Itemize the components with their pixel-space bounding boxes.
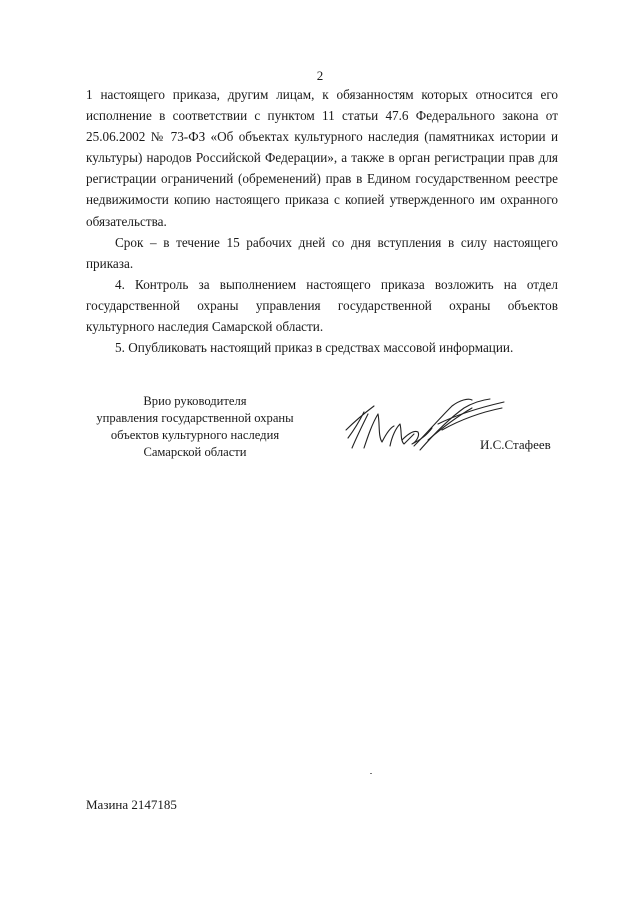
paragraph-item-4: 4. Контроль за выполнением настоящего приказа возложить на отдел государственной охраны управления государственной охраны объектов культурного наследия Самарской области. (86, 276, 558, 335)
signer-name: И.С.Стафеев (480, 437, 551, 452)
scan-dot (370, 773, 372, 774)
paragraph-continuation: 1 настоящего приказа, другим лицам, к обязанностям которых относится его исполнение в соответствии с пунктом 11 статьи 47.6 Федерального закона от 25.06.2002 № 73-ФЗ «Об объектах культурного наследия (памятниках истории и культуры) народов Российской Федерации», а также в орган регистрации прав для регистрации ограничений (обременений) прав в Едином государственном реестре недвижимости копию настоящего приказа с копией утвержденного им охранного обязательства. (86, 87, 558, 229)
signatory-title-line: Врио руководителя (143, 394, 247, 408)
paragraph-item-5: 5. Опубликовать настоящий приказ в средствах массовой информации. (115, 340, 514, 356)
signatory-title-line: Самарской области (143, 445, 247, 459)
paragraph-deadline: Срок – в течение 15 рабочих дней со дня вступления в силу настоящего приказа. (86, 234, 558, 271)
page-number: 2 (316, 68, 324, 83)
order-body-text (86, 84, 558, 358)
signatory-title-line: объектов культурного наследия (110, 428, 280, 442)
signatory-title-line: управления государственной охраны (96, 411, 294, 425)
executor-note: Мазина 2147185 (86, 797, 177, 812)
signatory-title-block (60, 393, 330, 461)
